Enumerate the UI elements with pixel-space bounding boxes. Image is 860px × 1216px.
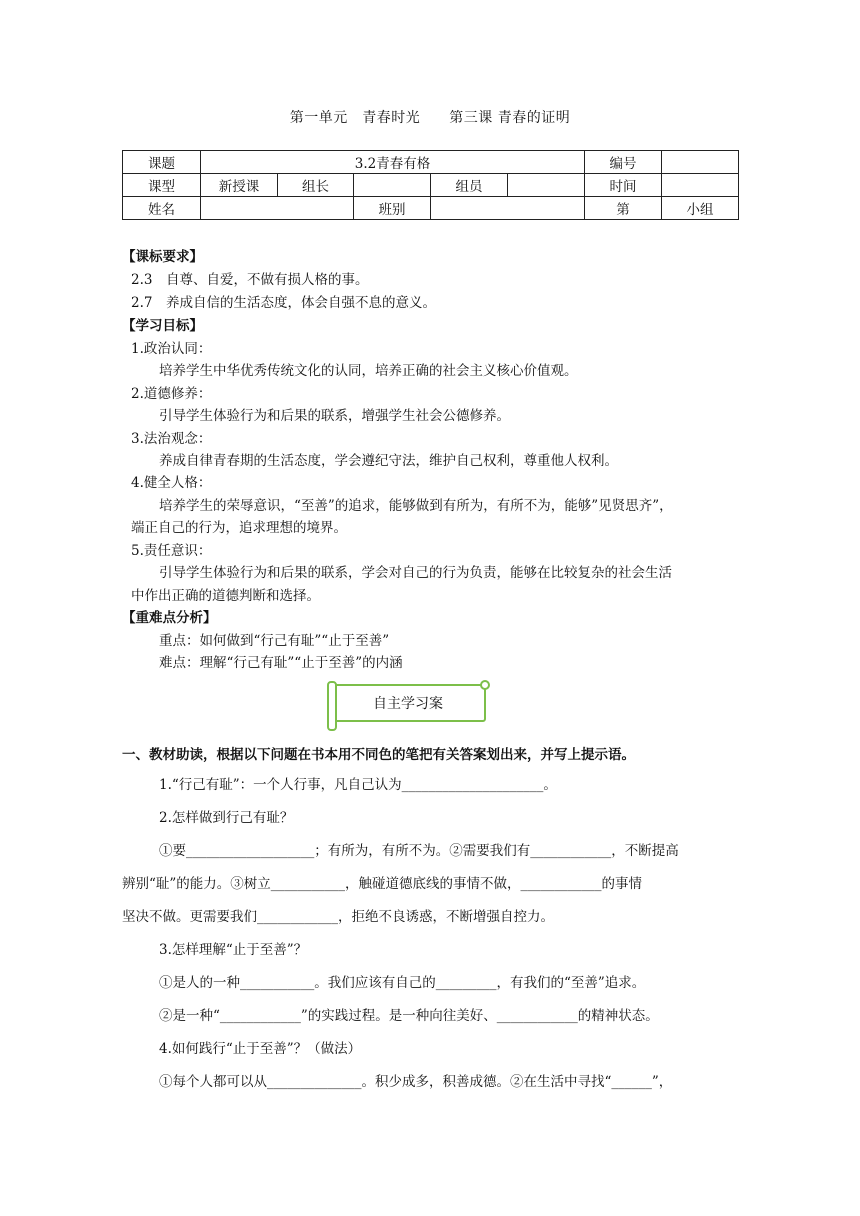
section-banner — [330, 684, 486, 722]
keypoints-heading: 【重难点分析】 — [122, 610, 217, 626]
question-line: ①是人的一种___________。我们应该有自己的_________，有我们的“至善”追求。 — [159, 975, 646, 991]
reading-heading: 一、教材助读，根据以下问题在书本用不同色的笔把有关答案划出来，并写上提示语。 — [122, 747, 635, 763]
goal-title: 4.健全人格： — [131, 475, 212, 491]
table-cell: 组长 — [278, 174, 354, 197]
question-line: ①每个人都可以从______________。积少成多，积善成德。②在生活中寻找“______”， — [159, 1074, 673, 1090]
goal-text: 端正自己的行为，追求理想的境界。 — [131, 520, 347, 536]
goal-title: 5.责任意识： — [131, 543, 212, 559]
goal-title: 3.法治观念： — [131, 431, 212, 447]
table-cell: 时间 — [585, 174, 662, 197]
table-cell: 第 — [585, 197, 662, 220]
question-line: 1.“行己有耻”：一个人行事，凡自己认为_____________________。 — [159, 777, 557, 793]
table-cell: 3.2青春有格 — [201, 151, 585, 174]
curriculum-line: 2.7 养成自信的生活态度，体会自强不息的意义。 — [131, 295, 436, 311]
goal-text: 培养学生中华优秀传统文化的认同，培养正确的社会主义核心价值观。 — [159, 363, 578, 379]
keypoint-line: 重点：如何做到“行己有耻”“止于至善” — [159, 633, 390, 649]
table-cell[interactable] — [201, 197, 354, 220]
question-line: ①要___________________；有所为，有所不为。②需要我们有____________，不断提高 — [159, 843, 679, 859]
table-cell: 编号 — [585, 151, 662, 174]
curriculum-heading: 【课标要求】 — [122, 249, 203, 265]
goal-text: 引导学生体验行为和后果的联系，增强学生社会公德修养。 — [159, 408, 510, 424]
goal-text: 引导学生体验行为和后果的联系，学会对自己的行为负责，能够在比较复杂的社会生活 — [159, 565, 672, 581]
table-cell: 新授课 — [201, 174, 278, 197]
goal-text: 培养学生的荣辱意识，“至善”的追求，能够做到有所为，有所不为，能够”见贤思齐”， — [159, 498, 673, 514]
table-cell[interactable] — [354, 174, 431, 197]
question-line: ②是一种“____________”的实践过程。是一种向往美好、____________的精神状态。 — [159, 1008, 659, 1024]
curriculum-line: 2.3 自尊、自爱，不做有损人格的事。 — [131, 272, 369, 288]
table-cell: 姓名 — [123, 197, 201, 220]
goal-title: 1.政治认同： — [131, 341, 212, 357]
question-line: 3.怎样理解“止于至善”？ — [159, 942, 308, 958]
scroll-curl-icon — [327, 681, 337, 731]
table-cell[interactable] — [431, 197, 585, 220]
question-line: 辨别“耻”的能力。③树立___________，触碰道德底线的事情不做，____________的事情 — [122, 876, 643, 892]
table-cell: 小组 — [662, 197, 739, 220]
info-table — [122, 150, 739, 220]
table-cell[interactable] — [662, 151, 739, 174]
page-title: 第一单元 青春时光 第三课 青春的证明 — [289, 110, 571, 126]
table-cell: 组员 — [431, 174, 508, 197]
table-cell[interactable] — [508, 174, 585, 197]
table-cell: 课题 — [123, 151, 201, 174]
question-line: 坚决不做。更需要我们____________，拒绝不良诱惑，不断增强自控力。 — [122, 909, 554, 925]
question-line: 2.怎样做到行己有耻？ — [159, 810, 294, 826]
goal-title: 2.道德修养： — [131, 386, 212, 402]
table-row — [123, 197, 739, 220]
table-cell: 课型 — [123, 174, 201, 197]
table-cell[interactable] — [662, 174, 739, 197]
table-row — [123, 151, 739, 174]
table-row — [123, 174, 739, 197]
goal-text: 中作出正确的道德判断和选择。 — [131, 588, 320, 604]
table-cell: 班别 — [354, 197, 431, 220]
goals-heading: 【学习目标】 — [122, 318, 203, 334]
goal-text: 养成自律青春期的生活态度，学会遵纪守法，维护自己权利，尊重他人权利。 — [159, 453, 618, 469]
keypoint-line: 难点：理解“行己有耻”“止于至善”的内涵 — [159, 655, 403, 671]
scroll-curl-icon — [480, 680, 490, 690]
banner-label: 自主学习案 — [373, 696, 443, 712]
question-line: 4.如何践行“止于至善”？（做法） — [159, 1041, 362, 1057]
